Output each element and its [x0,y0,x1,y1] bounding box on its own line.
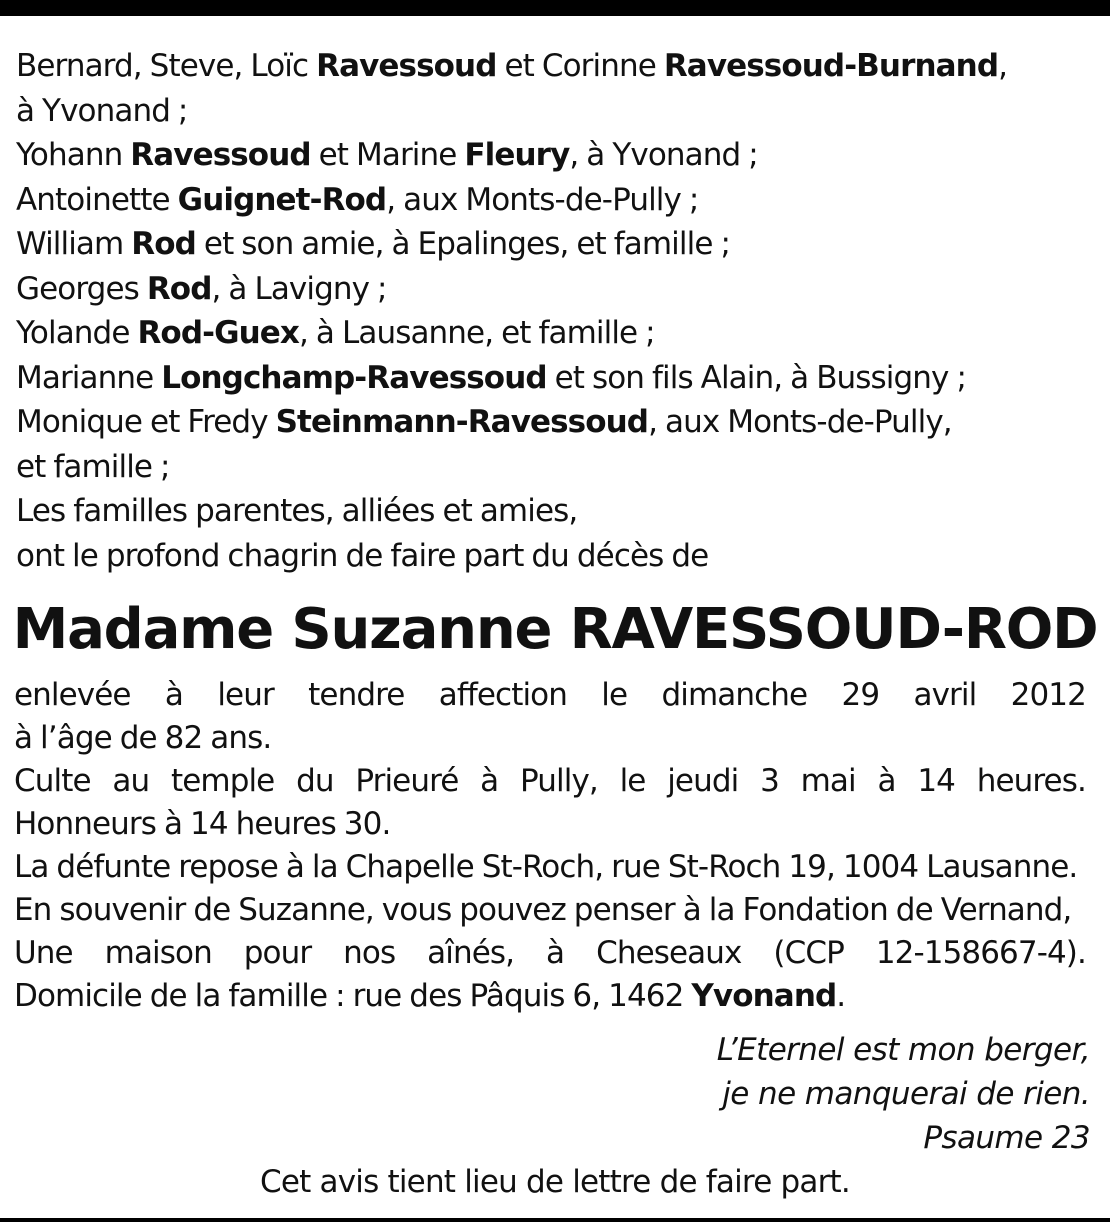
verse-line-2: je ne manquerai de rien. [722,1076,1090,1112]
deceased-name: Madame Suzanne RAVESSOUD-ROD [12,597,1098,662]
family-surname: Ravessoud [316,48,497,84]
family-text: et Corinne [496,48,664,84]
verse-line-1: L’Eternel est mon berger, [716,1032,1090,1068]
word: 3 [760,763,779,799]
body-line-honours: Honneurs à 14 heures 30. [14,806,391,842]
word: dimanche [661,677,808,713]
family-text: et Marine [310,137,465,173]
word: le [601,677,628,713]
domicile-town: Yvonand [691,978,837,1014]
word: au [112,763,150,799]
family-text: , à Yvonand ; [569,137,758,173]
family-line [16,311,1086,356]
family-text: Georges [16,270,147,307]
family-text: et son amie, à Epalinges, et famille ; [195,226,730,262]
family-text: Monique et Fredy [16,404,276,440]
word: maison [104,935,212,971]
family-line [16,356,1086,401]
word: 2012 [1010,677,1086,713]
family-surname: Ravessoud [130,137,311,173]
word: leur [217,677,274,713]
word: 29 [841,677,880,713]
body-line-date [14,674,1086,717]
family-text: , aux Monts-de-Pully ; [386,181,699,218]
word: avril [913,677,977,713]
family-text: , à Lavigny ; [211,270,387,307]
family-line [16,133,1086,178]
family-text: Les familles parentes, alliées et amies, [16,493,578,529]
notice-body [14,674,1086,1018]
family-surname: Guignet-Rod [177,181,387,218]
family-surname: Longchamp-Ravessoud [161,359,547,396]
body-line-service [14,760,1086,803]
word: à [546,935,565,971]
family-text: , aux Monts-de-Pully, [648,404,952,440]
word: Une [14,935,73,971]
family-surname: Fleury [464,137,570,173]
body-line-chapel: La défunte repose à la Chapelle St-Roch, rue St-Roch 19, 1004 Lausanne. [14,849,1078,885]
family-text: , à Lausanne, et famille ; [299,315,655,351]
word: du [296,763,334,799]
family-surname: Rod-Guex [137,315,300,351]
body-line-domicile [14,975,1086,1018]
word: affection [438,677,567,713]
family-line [16,489,1086,534]
family-line [16,534,1086,579]
family-list [16,44,1086,578]
family-line [16,400,1086,445]
word: temple [170,763,275,799]
top-border-rule [0,0,1110,16]
word: à [877,763,896,799]
family-text: Antoinette [16,181,178,218]
word: Culte [14,763,91,799]
family-text: Marianne [16,359,162,396]
word: mai [800,763,856,799]
family-line [16,445,1086,490]
family-surname: Rod [131,226,196,262]
word: (CCP [773,935,844,971]
family-text: , [998,48,1008,84]
family-text: et famille ; [16,448,170,485]
bible-verse [717,1028,1090,1160]
family-line [16,89,1086,134]
verse-reference: Psaume 23 [923,1120,1090,1156]
family-surname: Rod [146,270,212,307]
family-text: à Yvonand ; [16,92,188,129]
family-surname: Steinmann-Ravessoud [275,404,649,440]
family-line [16,267,1086,312]
bottom-border-rule [0,1218,1110,1222]
word: à [164,677,184,713]
word: enlevée [14,677,131,713]
word: heures. [976,763,1086,799]
word: Cheseaux [596,935,742,971]
word: le [619,763,646,799]
family-line [16,44,1086,89]
family-line [16,178,1086,223]
word: aînés, [427,935,515,971]
family-text: Yohann [16,137,131,173]
word: pour [243,935,312,971]
family-surname: Ravessoud-Burnand [663,48,999,84]
word: à [480,763,499,799]
word: 14 [917,763,955,799]
word: nos [343,935,396,971]
family-line [16,222,1086,267]
domicile-period: . [836,978,846,1014]
closing-note: Cet avis tient lieu de lettre de faire part. [260,1164,850,1200]
domicile-text: Domicile de la famille : rue des Pâquis 6, 1462 [14,978,692,1014]
word: Pully, [520,763,598,799]
family-text: ont le profond chagrin de faire part du décès de [16,537,709,574]
body-line-age: à l’âge de 82 ans. [14,720,272,756]
word: 12-158667-4). [875,935,1086,971]
family-text: William [16,226,132,262]
body-line-foundation [14,932,1086,975]
word: tendre [308,677,405,713]
word: jeudi [667,763,739,799]
body-line-memorial: En souvenir de Suzanne, vous pouvez penser à la Fondation de Vernand, [14,892,1072,928]
word: Prieuré [355,763,459,799]
family-text: Bernard, Steve, Loïc [16,48,317,84]
family-text: et son fils Alain, à Bussigny ; [546,359,966,396]
family-text: Yolande [16,315,138,351]
